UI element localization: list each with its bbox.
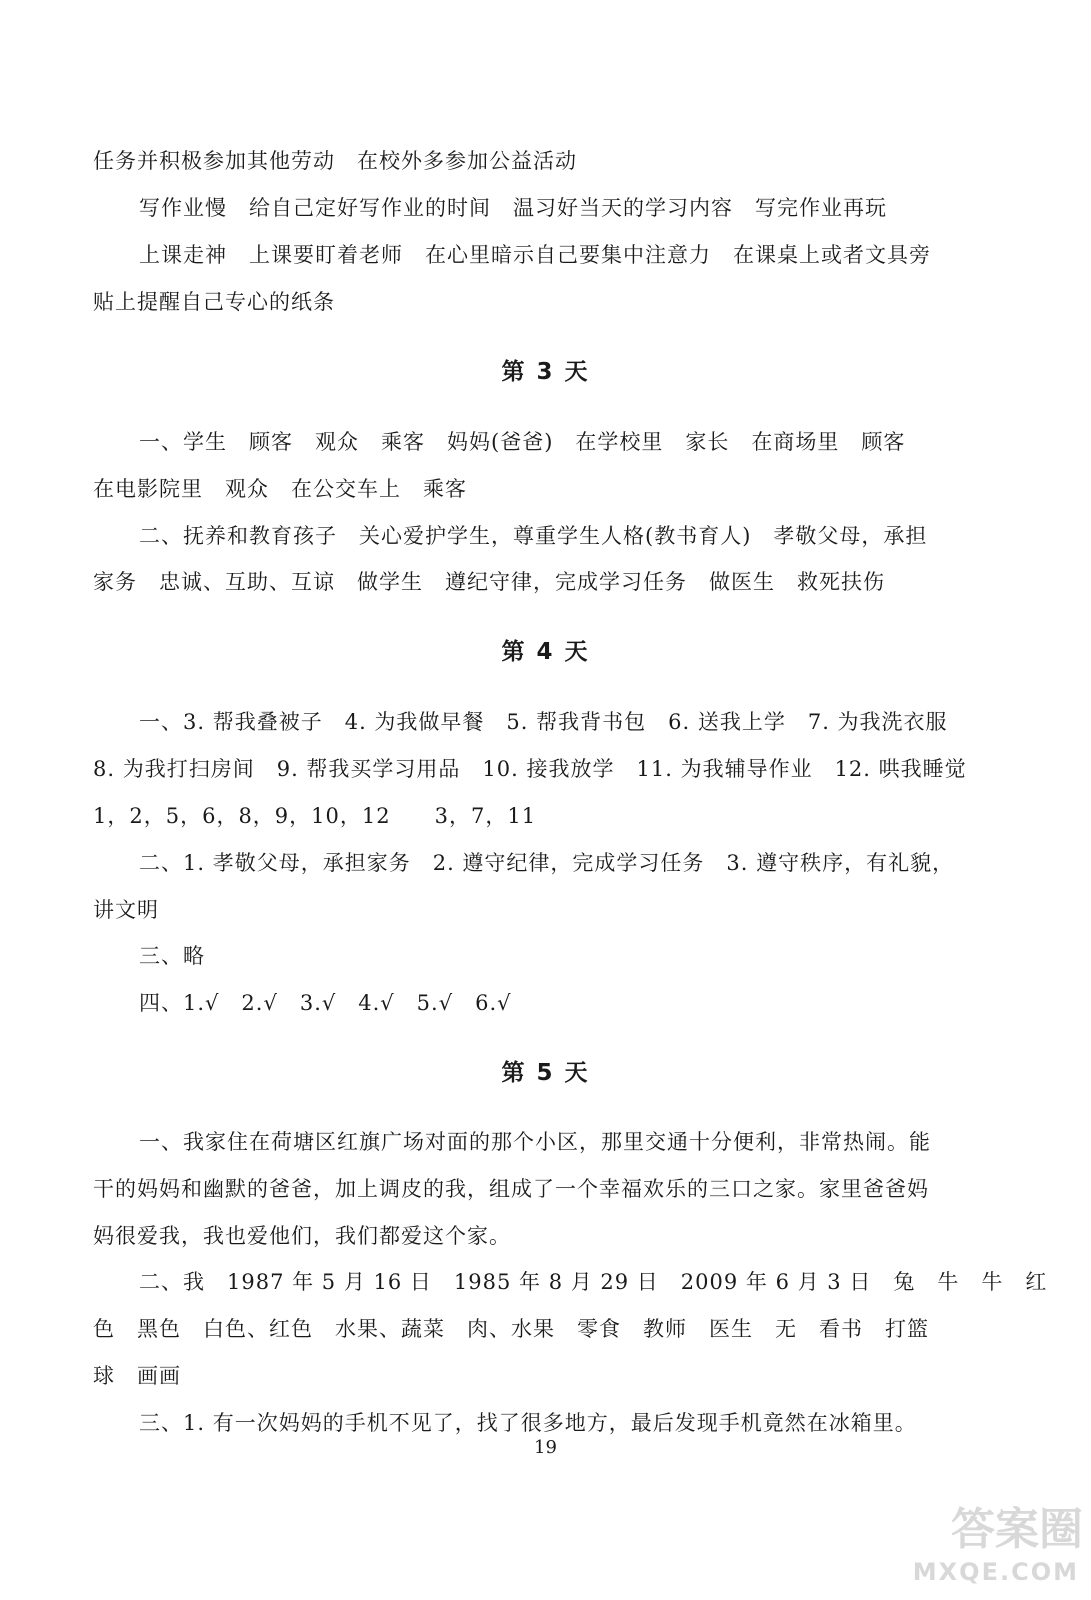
text-line: 在电影院里 观众 在公交车上 乘客	[93, 477, 467, 501]
text-line: 家务 忠诚、互助、互谅 做学生 遵纪守律，完成学习任务 做医生 救死扶伤	[93, 570, 885, 594]
text-line: 三、1. 有一次妈妈的手机不见了，找了很多地方，最后发现手机竟然在冰箱里。	[139, 1411, 917, 1435]
section-heading-day3: 第 3 天	[501, 359, 590, 385]
text-line: 贴上提醒自己专心的纸条	[93, 290, 335, 314]
text-line: 妈很爱我，我也爱他们，我们都爱这个家。	[93, 1224, 511, 1248]
text-line: 二、我 1987 年 5 月 16 日 1985 年 8 月 29 日 2009 年 6 月 3 日 兔 牛 牛 红	[139, 1270, 1048, 1294]
watermark-logo	[893, 1504, 1083, 1594]
section-heading-day5: 第 5 天	[501, 1060, 590, 1086]
text-line: 二、抚养和教育孩子 关心爱护学生，尊重学生人格(教书育人) 孝敬父母，承担	[139, 524, 928, 548]
text-line: 上课走神 上课要盯着老师 在心里暗示自己要集中注意力 在课桌上或者文具旁	[139, 243, 931, 267]
text-line: 球 画画	[93, 1364, 181, 1388]
watermark-logo-text: 答案圈	[951, 1504, 1083, 1555]
text-line: 8. 为我打扫房间 9. 帮我买学习用品 10. 接我放学 11. 为我辅导作业 12. 哄我睡觉	[93, 757, 967, 781]
text-line: 任务并积极参加其他劳动 在校外多参加公益活动	[93, 149, 577, 173]
text-line: 一、3. 帮我叠被子 4. 为我做早餐 5. 帮我背书包 6. 送我上学 7. 为我洗衣服	[139, 710, 948, 734]
text-line: 写作业慢 给自己定好写作业的时间 温习好当天的学习内容 写完作业再玩	[139, 196, 887, 220]
text-line: 二、1. 孝敬父母，承担家务 2. 遵守纪律，完成学习任务 3. 遵守秩序，有礼貌，	[139, 851, 955, 875]
text-line: 四、1.√ 2.√ 3.√ 4.√ 5.√ 6.√	[139, 991, 512, 1015]
watermark-domain: MXQE.COM	[912, 1558, 1079, 1586]
text-line: 一、学生 顾客 观众 乘客 妈妈(爸爸) 在学校里 家长 在商场里 顾客	[139, 430, 906, 454]
text-line: 色 黑色 白色、红色 水果、蔬菜 肉、水果 零食 教师 医生 无 看书 打篮	[93, 1317, 929, 1341]
page-number: 19	[534, 1437, 557, 1458]
text-line: 1，2，5，6，8，9，10，12 3，7，11	[93, 804, 537, 828]
text-line: 讲文明	[93, 898, 159, 922]
section-heading-day4: 第 4 天	[501, 639, 590, 665]
text-line: 三、略	[139, 944, 205, 968]
text-line: 干的妈妈和幽默的爸爸，加上调皮的我，组成了一个幸福欢乐的三口之家。家里爸爸妈	[93, 1177, 929, 1201]
text-line: 一、我家住在荷塘区红旗广场对面的那个小区，那里交通十分便利，非常热闹。能	[139, 1130, 931, 1154]
